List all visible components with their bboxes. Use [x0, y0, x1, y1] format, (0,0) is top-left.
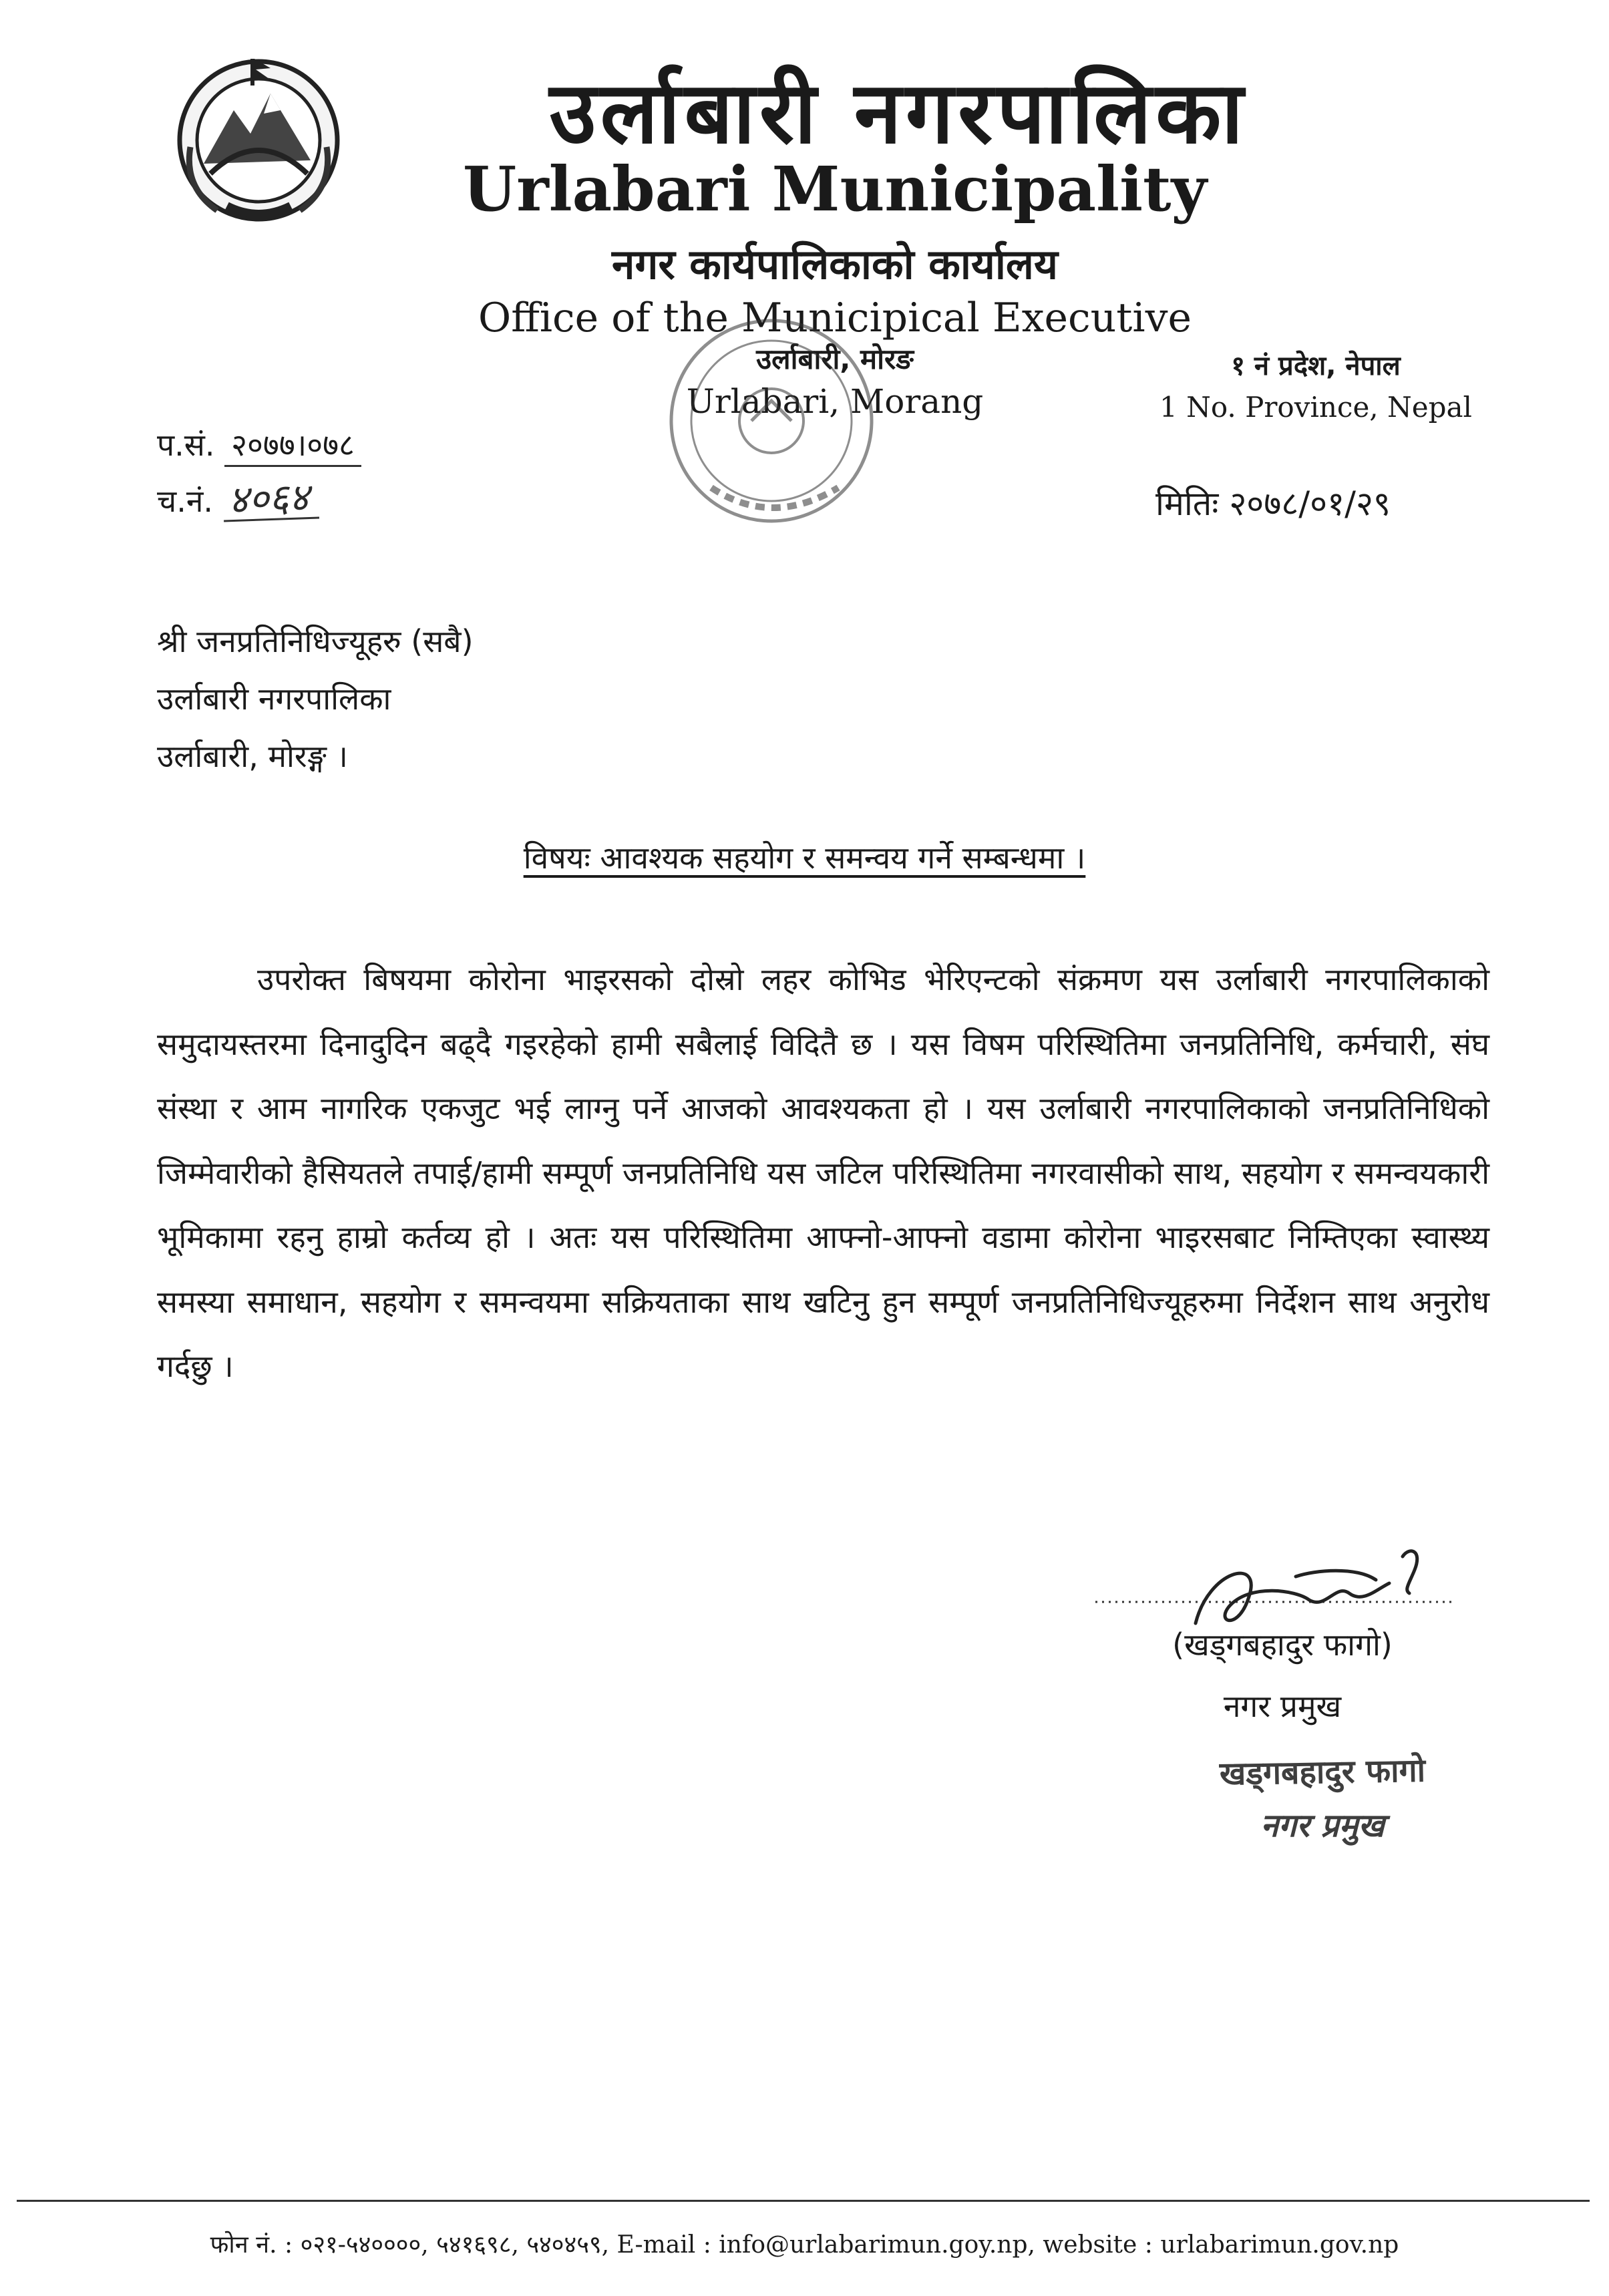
letter-body: उपरोक्त बिषयमा कोरोना भाइरसको दोस्रो लहर कोभिड भेरिएन्टको संक्रमण यस उर्लाबारी नगरपालिकाको समुदायस्तरमा दिनादुदिन बढ्दै गइरहेको हामी सबैलाई विदितै छ । यस विषम परिस्थितिमा जनप्रतिनिधि, कर्मचारी, संघ संस्था र आम नागरिक एकजुट भई लाग्नु पर्ने आजको आवश्यकता हो । यस उर्लाबारी नगरपालिकाको जनप्रतिनिधिको जिम्मेवारीको हैसियतले तपाई/हामी सम्पूर्ण जनप्रतिनिधि यस जटिल परिस्थितिमा नगरवासीको साथ, सहयोग र समन्वयकारी भूमिकामा रहनु हाम्रो कर्तव्य हो । अतः यस परिस्थितिमा आफ्नो-आफ्नो वडामा कोरोना भाइरसबाट निम्तिएका स्वास्थ्य समस्या समाधान, सहयोग र समन्वयमा सक्रियताका साथ खटिनु हुन सम्पूर्ण जनप्रतिनिधिज्यूहरुमा निर्देशन साथ अनुरोध गर्दछु ।: [157, 961, 1489, 1384]
org-name-english: Urlabari Municipality: [463, 153, 1207, 225]
dispatch-value: ४०६४: [222, 477, 319, 522]
recipient-line-2: उर्लाबारी नगरपालिका: [157, 681, 391, 717]
letter-subject: [0, 836, 1609, 879]
date-value: २०७८/०१/२९: [1229, 484, 1391, 523]
letter-date: [1155, 482, 1391, 525]
subject-text: विषयः आवश्यक सहयोग र समन्वय गर्ने सम्बन्धमा ।: [523, 840, 1086, 876]
reference-label: प.सं.: [157, 427, 215, 463]
title-stamp: नगर प्रमुख: [1260, 1807, 1385, 1844]
dispatch-label: च.नं.: [157, 483, 213, 519]
footer-divider: [17, 2200, 1590, 2202]
date-label: मितिः: [1155, 484, 1219, 523]
municipality-emblem-logo: [170, 47, 347, 224]
recipient-line-3: उर्लाबारी, मोरङ्ग ।: [157, 738, 348, 774]
signatory-name: (खड्गबहादुर फागो): [1172, 1627, 1393, 1663]
org-name-nepali: उर्लाबारी नगरपालिका: [549, 63, 1248, 163]
province-english: 1 No. Province, Nepal: [1159, 391, 1472, 424]
reference-value: २०७७।०७८: [224, 425, 361, 467]
name-stamp: खड्गबहादुर फागो: [1219, 1752, 1426, 1793]
recipient-line-1: श्री जनप्रतिनिधिज्यूहरु (सबै): [157, 623, 474, 659]
footer-contact: फोन नं. : ०२१-५४००००, ५४१६९८, ५४०४५९, E-mail : info@urlabarimun.goy.np, website : urlabarimun.gov.np: [210, 2231, 1399, 2259]
address-nepali: उर्लाबारी, मोरङ: [756, 343, 914, 375]
office-seal-stamp: [638, 307, 905, 548]
signatory-title: नगर प्रमुख: [1223, 1688, 1342, 1724]
office-name-english: Office of the Municipical Executive: [478, 295, 1192, 341]
dispatch-number: [157, 474, 318, 523]
reference-number: [157, 425, 361, 467]
province-nepali: १ नं प्रदेश, नेपाल: [1231, 351, 1401, 381]
office-name-nepali: नगर कार्यपालिकाको कार्यालय: [612, 240, 1058, 289]
address-english: Urlabari, Morang: [686, 382, 984, 421]
